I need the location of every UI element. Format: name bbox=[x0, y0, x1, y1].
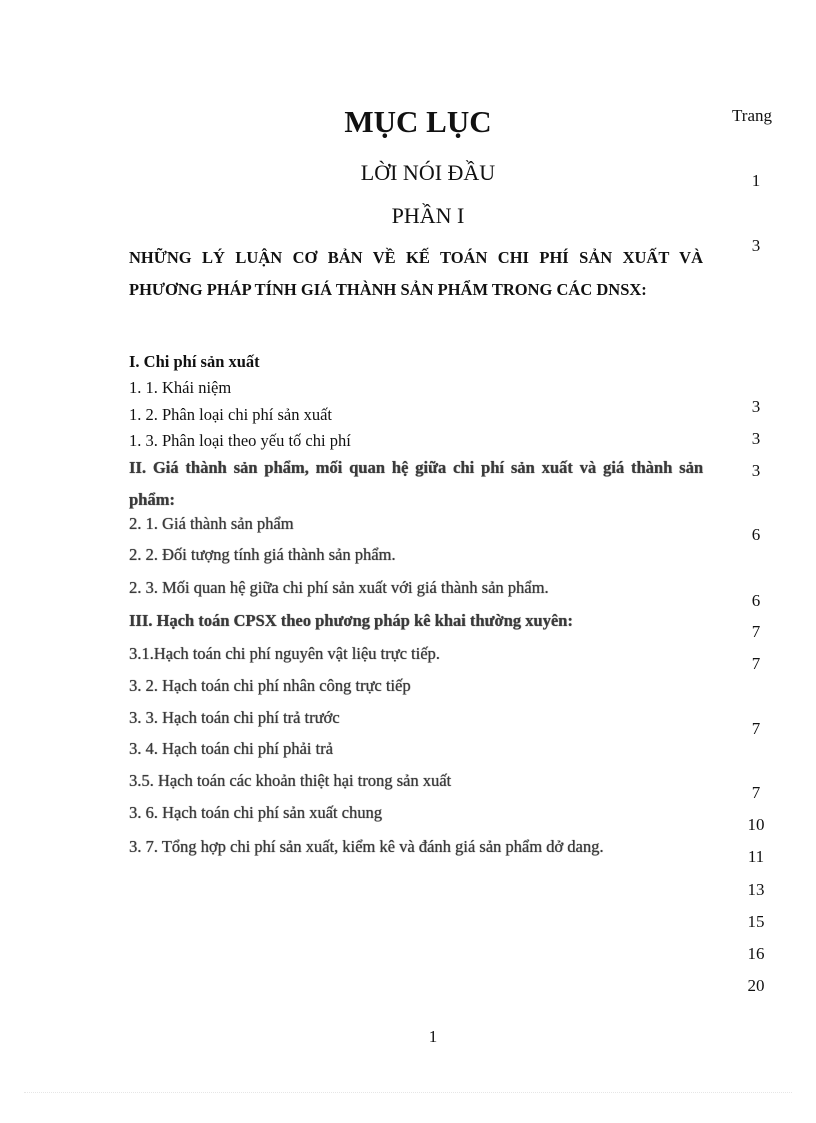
toc-entry-section-3: III. Hạch toán CPSX theo phương pháp kê khai thường xuyên: bbox=[129, 611, 573, 630]
page-number: 1 bbox=[751, 171, 761, 190]
page-title: MỤC LỤC bbox=[344, 104, 492, 139]
page-number: 11 bbox=[747, 847, 765, 866]
toc-part-heading: PHẦN I bbox=[391, 203, 465, 228]
page-number: 3 bbox=[751, 236, 761, 255]
toc-entry-1-2: 1. 2. Phân loại chi phí sản xuất bbox=[129, 405, 333, 424]
toc-entry-section-2: II. Giá thành sản phẩm, mối quan hệ giữa chi phí sản xuất và giá thành sản phẩm: bbox=[129, 458, 703, 509]
page-number: 3 bbox=[751, 397, 761, 416]
page-number: 20 bbox=[747, 976, 765, 995]
footer-page-number: 1 bbox=[428, 1027, 438, 1046]
page-number: 3 bbox=[751, 461, 761, 480]
page-number: 7 bbox=[751, 622, 761, 641]
toc-entry-3-4: 3. 4. Hạch toán chi phí phải trả bbox=[129, 739, 333, 758]
page-number: 3 bbox=[751, 429, 761, 448]
page-number: 10 bbox=[747, 815, 765, 834]
page-number: 15 bbox=[747, 912, 765, 931]
page-number: 13 bbox=[747, 880, 765, 899]
toc-entry-1-1: 1. 1. Khái niệm bbox=[129, 378, 232, 397]
page-number: 16 bbox=[747, 944, 765, 963]
toc-part-title: NHỮNG LÝ LUẬN CƠ BẢN VỀ KẾ TOÁN CHI PHÍ SẢN XUẤT VÀ PHƯƠNG PHÁP TÍNH GIÁ THÀNH SẢN PHẨM TRONG CÁC DNSX: bbox=[129, 248, 703, 299]
toc-entry-3-7: 3. 7. Tổng hợp chi phí sản xuất, kiểm kê và đánh giá sản phẩm dở dang. bbox=[129, 837, 604, 856]
toc-entry-1-3: 1. 3. Phân loại theo yếu tố chi phí bbox=[129, 431, 351, 450]
page-number: 6 bbox=[751, 525, 761, 544]
toc-intro: LỜI NÓI ĐẦU bbox=[360, 160, 496, 185]
toc-entry-2-1: 2. 1. Giá thành sản phẩm bbox=[129, 514, 294, 533]
toc-entry-3-6: 3. 6. Hạch toán chi phí sản xuất chung bbox=[129, 803, 382, 822]
page-number: 7 bbox=[751, 654, 761, 673]
toc-entry-3-1: 3.1.Hạch toán chi phí nguyên vật liệu trực tiếp. bbox=[129, 644, 440, 663]
toc-entry-3-3: 3. 3. Hạch toán chi phí trả trước bbox=[129, 708, 340, 727]
page-column-label: Trang bbox=[732, 106, 772, 125]
toc-entry-2-3: 2. 3. Mối quan hệ giữa chi phí sản xuất với giá thành sản phẩm. bbox=[129, 578, 549, 597]
toc-entry-section-1: I. Chi phí sản xuất bbox=[129, 352, 260, 371]
toc-entry-3-5: 3.5. Hạch toán các khoản thiệt hại trong sản xuất bbox=[129, 771, 452, 790]
page-number: 7 bbox=[751, 719, 761, 738]
toc-entry-3-2: 3. 2. Hạch toán chi phí nhân công trực tiếp bbox=[129, 676, 411, 695]
page-number: 6 bbox=[751, 591, 761, 610]
page-number: 7 bbox=[751, 783, 761, 802]
page-bottom-divider bbox=[24, 1092, 792, 1093]
toc-entry-2-2: 2. 2. Đối tượng tính giá thành sản phẩm. bbox=[129, 545, 396, 564]
